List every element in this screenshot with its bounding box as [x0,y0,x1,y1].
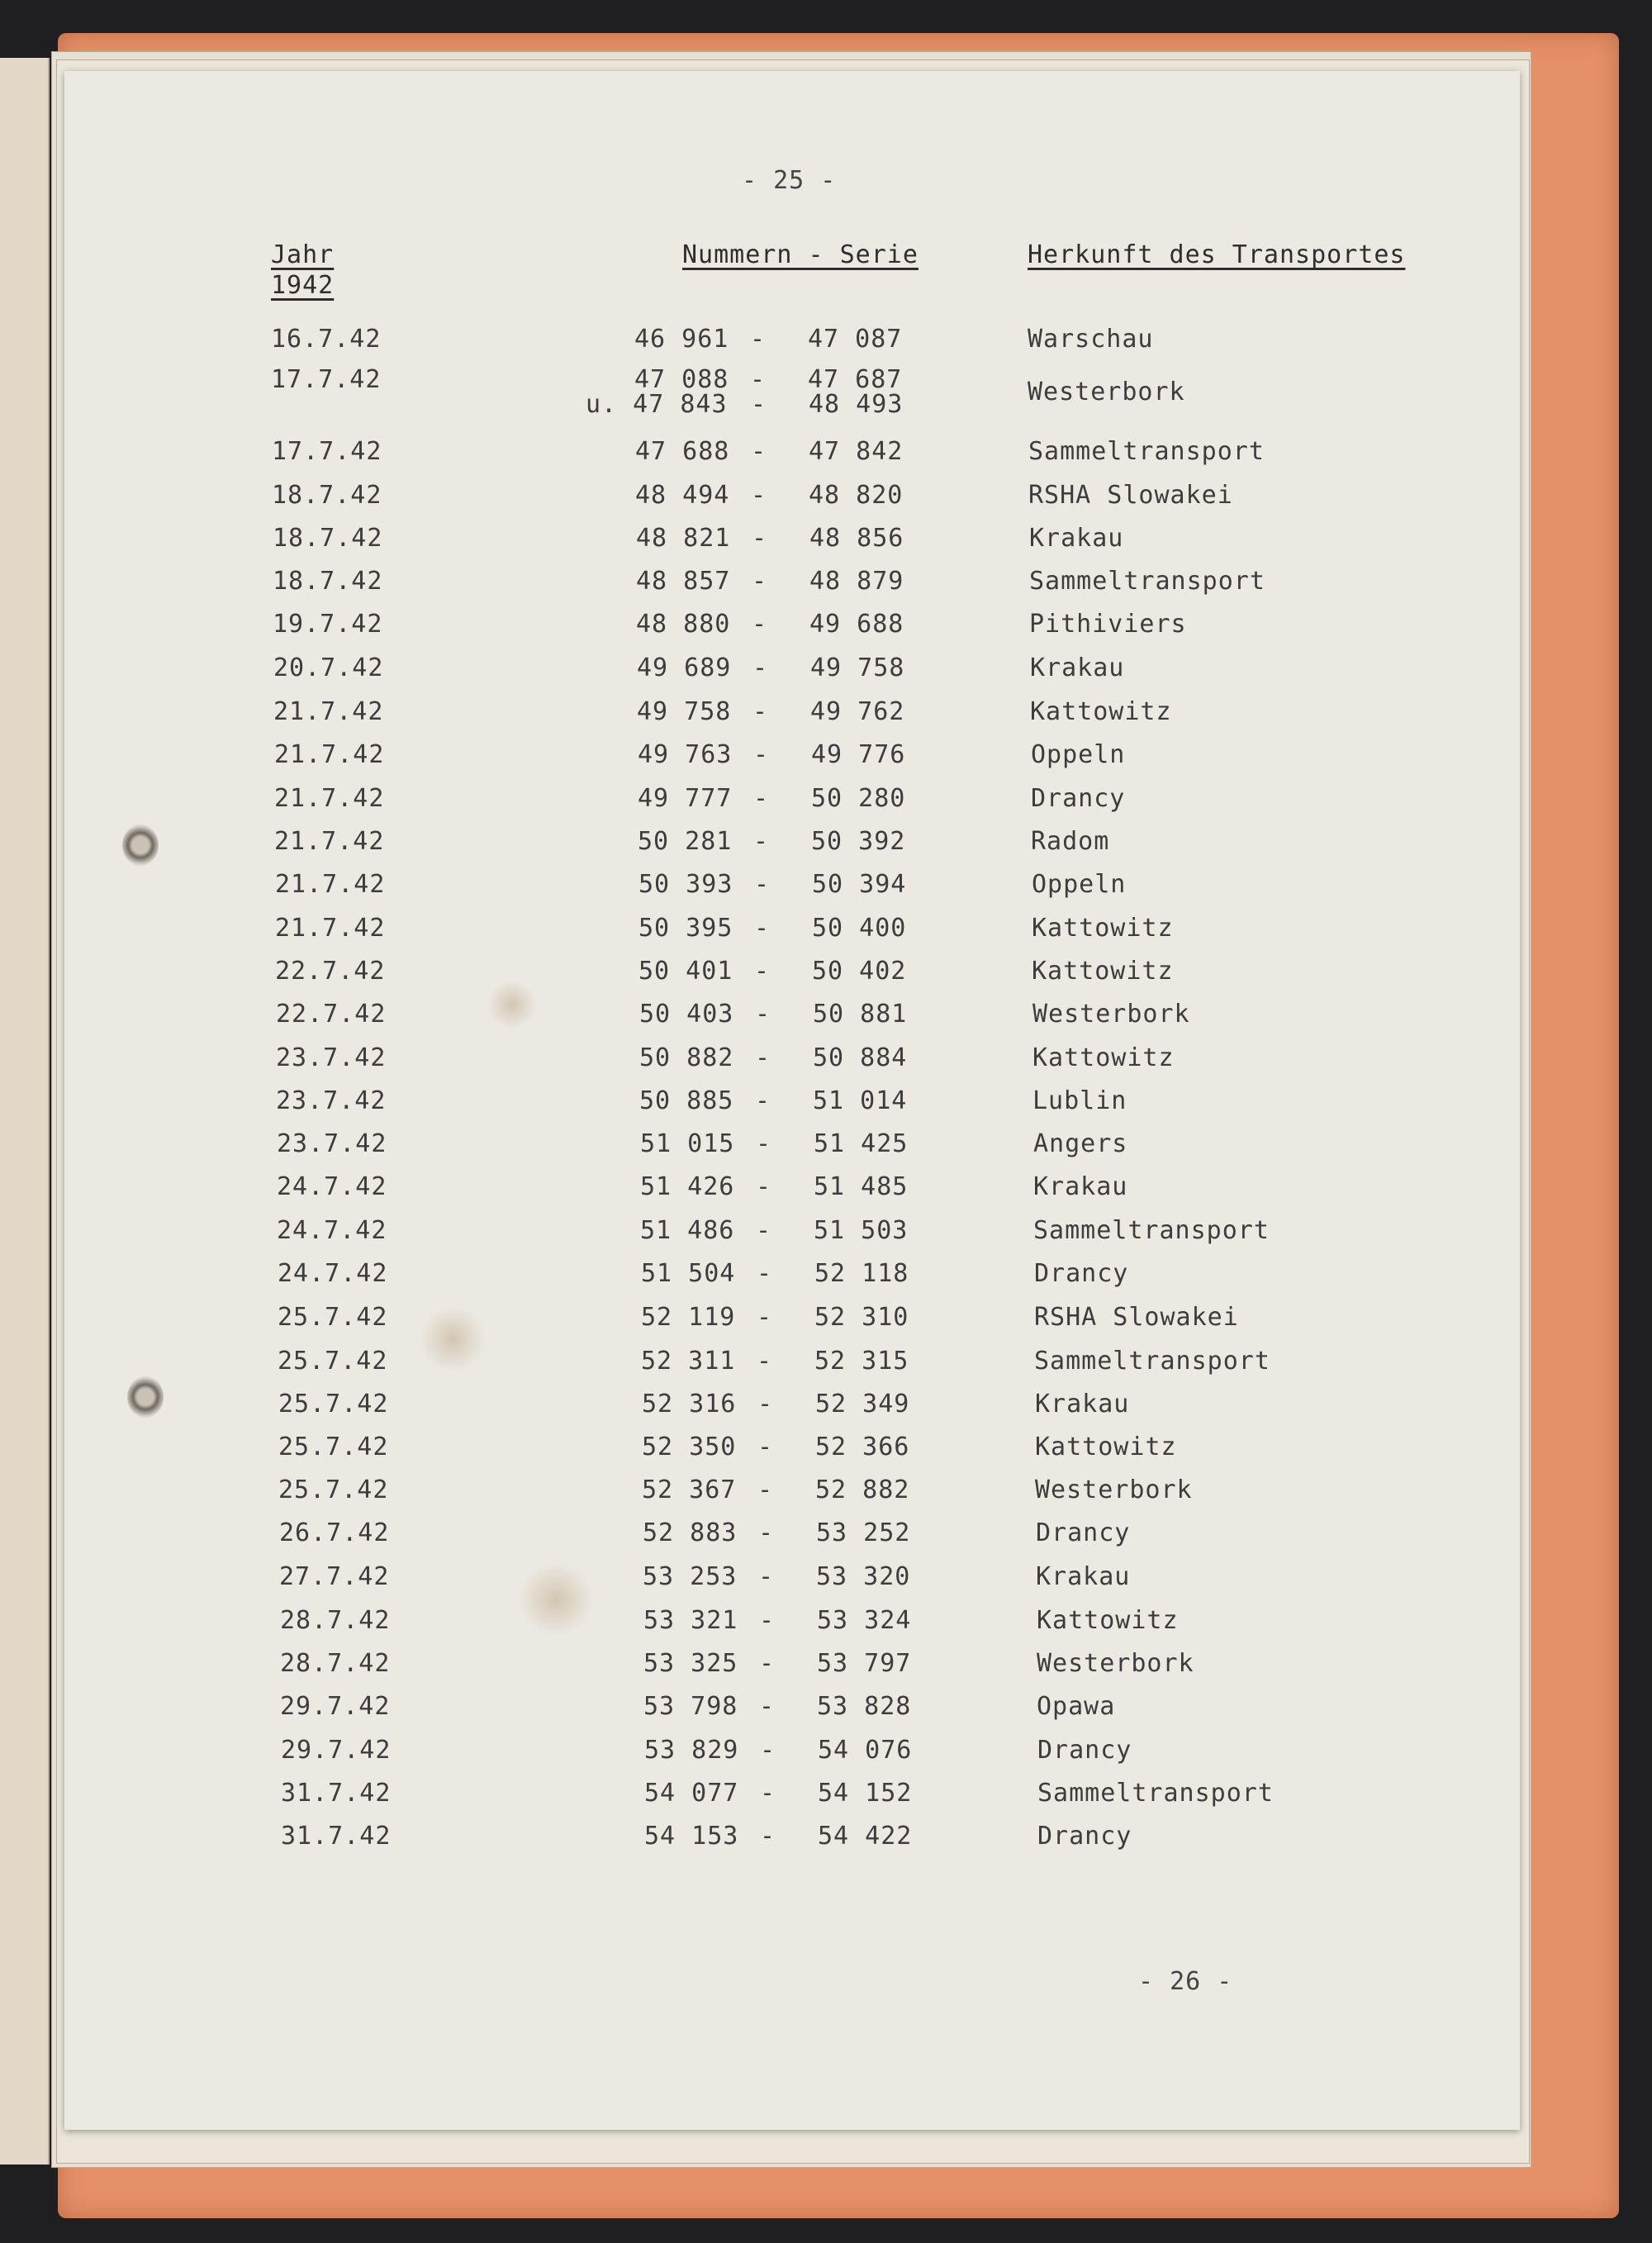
row-date: 25.7.42 [278,1347,388,1376]
row-number-from: 46 961 [634,325,729,354]
row-number-to: 51 485 [814,1172,909,1201]
range-dash: - [750,325,767,354]
row-number-from: 53 325 [643,1649,738,1678]
row-origin: Angers [1033,1129,1128,1158]
row-date: 20.7.42 [273,653,384,682]
range-dash: - [760,1822,776,1851]
row-origin: Krakau [1030,653,1125,682]
row-number-from: 49 763 [638,740,733,769]
row-date: 21.7.42 [274,740,385,769]
row-number-from: 52 367 [642,1476,737,1504]
range-dash: - [751,390,767,419]
row-date: 18.7.42 [272,481,382,510]
row-number-to: 53 252 [816,1518,911,1547]
row-number-to: 48 879 [809,567,904,596]
row-origin: Westerbork [1035,1476,1193,1504]
row-date: 18.7.42 [273,524,383,553]
row-origin: Oppeln [1032,870,1127,899]
row-number-to: 54 152 [818,1779,913,1808]
row-number-from: 50 403 [639,1000,734,1029]
row-number-from: 48 880 [636,610,731,639]
row-number-to: 51 425 [814,1129,909,1158]
row-origin: Pithiviers [1029,610,1187,639]
row-date: 25.7.42 [278,1303,388,1332]
row-number-from: 48 821 [636,524,731,553]
row-origin: RSHA Slowakei [1034,1303,1239,1332]
row-date: 19.7.42 [273,610,383,639]
header-jahr: Jahr [271,240,335,269]
row-origin: Kattowitz [1032,957,1174,986]
range-dash: - [759,1649,776,1678]
row-date: 17.7.42 [272,437,382,466]
row-origin: Kattowitz [1032,1043,1175,1072]
range-dash: - [756,1216,772,1245]
typed-document-page [64,71,1520,2130]
row-origin: Lublin [1032,1086,1127,1115]
row-date: 27.7.42 [279,1562,390,1591]
range-dash: - [757,1476,774,1504]
range-dash: - [754,914,771,943]
range-dash: - [759,1692,776,1721]
row-date: 26.7.42 [279,1518,390,1547]
row-number-to: 51 014 [813,1086,908,1115]
row-number-to: 49 776 [811,740,906,769]
row-origin: Warschau [1028,325,1154,354]
row-number-to: 50 392 [811,827,906,856]
row-number-from: 47 688 [635,437,730,466]
row-origin: Westerbork [1032,1000,1190,1029]
row-date: 25.7.42 [278,1433,389,1461]
range-dash: - [751,437,767,466]
row-number-to: 49 762 [810,697,905,726]
row-number-from: 48 857 [636,567,731,596]
range-dash: - [756,1129,772,1158]
stain [420,1306,486,1372]
range-dash: - [757,1390,774,1419]
row-number-to: 52 882 [815,1476,910,1504]
range-dash: - [758,1518,775,1547]
row-origin: Krakau [1035,1390,1130,1419]
row-number-from: 51 426 [640,1172,735,1201]
row-origin: Drancy [1037,1822,1132,1851]
range-dash: - [754,870,771,899]
row-number-from: 54 153 [644,1822,739,1851]
row-number-from: 50 395 [638,914,733,943]
row-number-to: 51 503 [814,1216,909,1245]
range-dash: - [757,1259,773,1288]
row-date: 24.7.42 [277,1172,387,1201]
row-origin: Westerbork [1028,378,1185,406]
row-origin: Opawa [1037,1692,1116,1721]
range-dash: - [753,827,770,856]
range-dash: - [755,1000,771,1029]
row-date: 23.7.42 [276,1086,387,1115]
row-date: 21.7.42 [274,827,385,856]
row-date: 22.7.42 [275,957,386,986]
row-origin: Krakau [1029,524,1124,553]
range-dash: - [755,1086,771,1115]
row-number-to: 50 394 [812,870,907,899]
range-dash: - [757,1433,774,1461]
row-number-to: 52 366 [815,1433,910,1461]
row-number-from: 49 777 [638,784,733,813]
row-date: 23.7.42 [276,1043,387,1072]
row-date: 18.7.42 [273,567,383,596]
range-dash: - [760,1736,776,1765]
row-number-from: 53 253 [643,1562,738,1591]
range-dash: - [755,1043,771,1072]
range-dash: - [757,1303,773,1332]
row-date: 24.7.42 [277,1216,387,1245]
row-number-to: 47 842 [809,437,904,466]
row-number-to: 48 820 [809,481,904,510]
range-dash: - [756,1172,772,1201]
row-number-to: 50 402 [812,957,907,986]
row-number-to: 54 076 [818,1736,913,1765]
row-date: 21.7.42 [275,870,386,899]
row-date: 23.7.42 [277,1129,387,1158]
row-date: 28.7.42 [280,1649,391,1678]
row-origin: Drancy [1036,1518,1131,1547]
row-origin: Drancy [1037,1736,1132,1765]
row-number-to: 53 324 [817,1606,912,1635]
row-number-to: 48 493 [809,390,904,419]
header-nummern-serie: Nummern - Serie [682,240,919,269]
row-number-from: 51 486 [640,1216,735,1245]
row-number-from: 50 401 [638,957,733,986]
row-number-from: 50 393 [638,870,733,899]
row-number-to: 54 422 [818,1822,913,1851]
row-number-from: u. 47 843 [586,390,728,419]
row-date: 25.7.42 [278,1390,389,1419]
row-number-to: 52 349 [815,1390,910,1419]
row-number-to: 52 310 [814,1303,909,1332]
header-herkunft: Herkunft des Transportes [1028,240,1406,269]
row-number-from: 51 504 [641,1259,736,1288]
row-origin: Sammeltransport [1034,1347,1270,1376]
range-dash: - [753,740,770,769]
row-origin: Radom [1031,827,1110,856]
row-number-from: 52 883 [643,1518,738,1547]
row-number-to: 52 315 [814,1347,909,1376]
row-origin: Kattowitz [1035,1433,1177,1461]
row-origin: Drancy [1031,784,1126,813]
row-number-to: 50 400 [812,914,907,943]
row-number-from: 52 350 [642,1433,737,1461]
row-date: 21.7.42 [274,784,385,813]
row-origin: Kattowitz [1037,1606,1179,1635]
row-date: 21.7.42 [273,697,384,726]
range-dash: - [752,697,769,726]
stain [519,1562,593,1637]
row-number-to: 47 687 [808,365,903,394]
row-origin: Sammeltransport [1033,1216,1270,1245]
row-number-from: 51 015 [640,1129,735,1158]
row-date: 28.7.42 [280,1606,391,1635]
range-dash: - [754,957,771,986]
row-number-to: 53 828 [817,1692,912,1721]
range-dash: - [760,1779,776,1808]
row-number-from: 47 088 [634,365,729,394]
row-date: 29.7.42 [280,1692,391,1721]
next-page-number: - 26 - [1138,1967,1233,1996]
row-origin: RSHA Slowakei [1028,481,1233,510]
row-origin: Krakau [1036,1562,1131,1591]
row-origin: Kattowitz [1030,697,1172,726]
header-year: 1942 [271,271,335,300]
row-number-from: 48 494 [635,481,730,510]
row-number-to: 48 856 [809,524,904,553]
row-number-from: 52 316 [642,1390,737,1419]
row-number-from: 52 119 [641,1303,736,1332]
range-dash: - [752,524,768,553]
row-number-from: 49 689 [637,653,732,682]
row-date: 29.7.42 [281,1736,392,1765]
row-number-to: 49 688 [809,610,904,639]
row-number-from: 53 321 [643,1606,738,1635]
row-origin: Drancy [1034,1259,1129,1288]
row-origin: Sammeltransport [1029,567,1265,596]
row-number-from: 50 885 [639,1086,734,1115]
row-number-to: 50 884 [813,1043,908,1072]
row-number-from: 50 281 [638,827,733,856]
left-facing-page-edge [0,58,50,2165]
row-origin: Kattowitz [1032,914,1174,943]
row-number-from: 54 077 [644,1779,739,1808]
row-number-to: 49 758 [810,653,905,682]
row-date: 16.7.42 [271,325,382,354]
row-number-to: 50 881 [813,1000,908,1029]
row-date: 25.7.42 [278,1476,389,1504]
row-date: 21.7.42 [275,914,386,943]
row-number-to: 50 280 [811,784,906,813]
row-origin: Sammeltransport [1028,437,1265,466]
row-number-from: 53 829 [644,1736,739,1765]
punch-hole [127,1376,164,1418]
row-number-to: 53 797 [817,1649,912,1678]
range-dash: - [751,481,767,510]
range-dash: - [759,1606,776,1635]
row-number-to: 52 118 [814,1259,909,1288]
stain [487,980,537,1029]
row-origin: Oppeln [1031,740,1126,769]
punch-hole [122,824,159,866]
range-dash: - [752,653,769,682]
row-date: 24.7.42 [278,1259,388,1288]
row-number-from: 50 882 [639,1043,734,1072]
row-origin: Westerbork [1037,1649,1194,1678]
range-dash: - [752,610,768,639]
row-number-from: 53 798 [643,1692,738,1721]
row-origin: Krakau [1033,1172,1128,1201]
range-dash: - [750,365,767,394]
range-dash: - [758,1562,775,1591]
range-dash: - [753,784,770,813]
range-dash: - [757,1347,773,1376]
row-number-to: 53 320 [816,1562,911,1591]
range-dash: - [752,567,768,596]
row-date: 31.7.42 [281,1822,392,1851]
row-number-from: 52 311 [641,1347,736,1376]
row-date: 31.7.42 [281,1779,392,1808]
row-number-from: 49 758 [637,697,732,726]
page-number: - 25 - [742,166,837,195]
row-origin: Sammeltransport [1037,1779,1274,1808]
row-date: 17.7.42 [271,365,382,394]
row-number-to: 47 087 [808,325,903,354]
row-date: 22.7.42 [276,1000,387,1029]
